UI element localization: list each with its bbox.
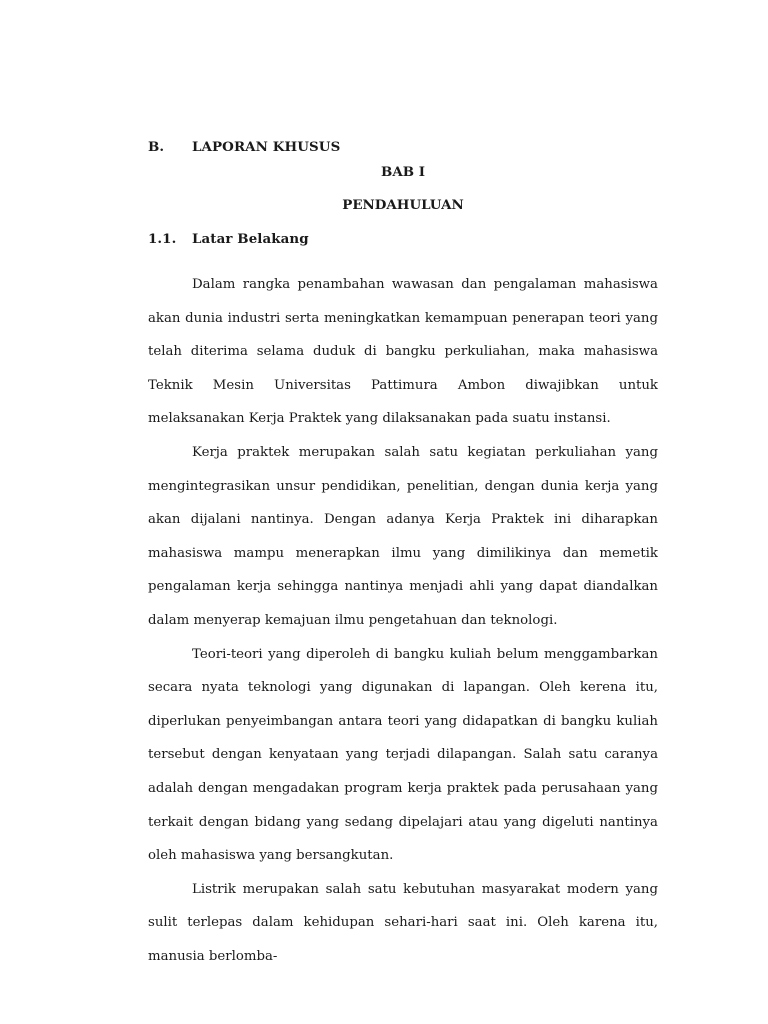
section-number: B. [148, 139, 165, 155]
subsection-number: 1.1. [148, 231, 177, 247]
paragraph: Dalam rangka penambahan wawasan dan pengalaman mahasiswa akan dunia industri serta meningkatkan kemampuan penerapan teori yang telah diterima selama duduk di bangku perkuliahan, maka mahasiswa Teknik Mesin Universitas Pattimura Ambon diwajibkan untuk melaksanakan Kerja Praktek yang dilaksanakan pada suatu instansi. [148, 277, 658, 427]
subsection-heading [148, 231, 309, 247]
paragraph: Teori-teori yang diperoleh di bangku kuliah belum menggambarkan secara nyata teknologi yang digunakan di lapangan. Oleh kerena itu, diperlukan penyeimbangan antara teori yang didapatkan di bangku kuliah tersebut dengan kenyataan yang terjadi dilapangan. Salah satu caranya adalah dengan mengadakan program kerja praktek pada perusahaan yang terkait dengan bidang yang sedang dipelajari atau yang digeluti nantinya oleh mahasiswa yang bersangkutan. [148, 646, 658, 864]
chapter-title: PENDAHULUAN [342, 197, 464, 213]
section-title: LAPORAN KHUSUS [192, 139, 341, 155]
subsection-title: Latar Belakang [192, 231, 309, 247]
body-text [148, 268, 658, 973]
section-heading [148, 139, 340, 155]
paragraph: Listrik merupakan salah satu kebutuhan masyarakat modern yang sulit terlepas dalam kehidupan sehari-hari saat ini. Oleh karena itu, manusia berlomba- [148, 881, 658, 964]
chapter-label: BAB I [381, 164, 425, 180]
paragraph: Kerja praktek merupakan salah satu kegiatan perkuliahan yang mengintegrasikan unsur pendidikan, penelitian, dengan dunia kerja yang akan dijalani nantinya. Dengan adanya Kerja Praktek ini diharapkan mahasiswa mampu menerapkan ilmu yang dimilikinya dan memetik pengalaman kerja sehingga nantinya menjadi ahli yang dapat diandalkan dalam menyerap kemajuan ilmu pengetahuan dan teknologi. [148, 444, 658, 628]
